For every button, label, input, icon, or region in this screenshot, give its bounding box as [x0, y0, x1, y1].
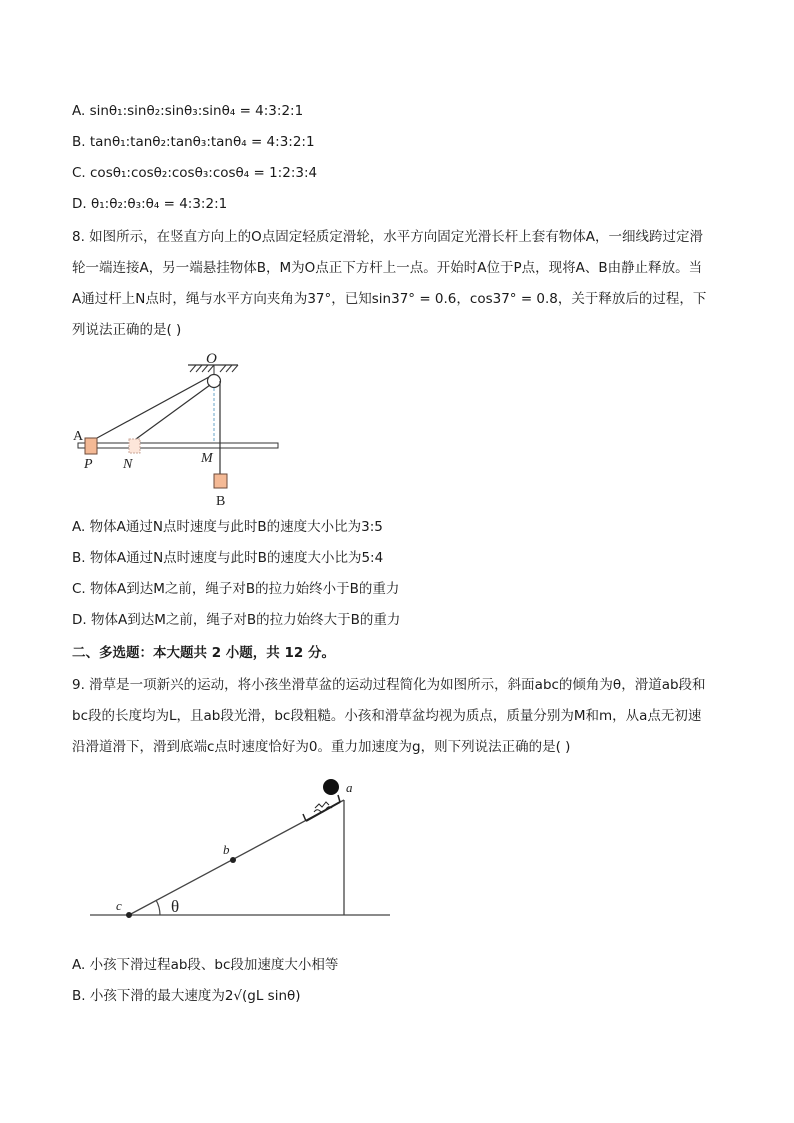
label-c: c: [116, 898, 122, 913]
q9-stem-line1: 9. 滑草是一项新兴的运动，将小孩坐滑草盆的运动过程简化为如图所示，斜面abc的倾角为θ，滑道ab段和: [72, 677, 706, 693]
q8-option-b: B. 物体A通过N点时速度与此时B的速度大小比为5:4: [72, 550, 384, 566]
q7-option-c: C. cosθ₁:cosθ₂:cosθ₃:cosθ₄ = 1:2:3:4: [72, 165, 318, 181]
q9-option-a: A. 小孩下滑过程ab段、bc段加速度大小相等: [72, 957, 339, 973]
label-m: M: [201, 451, 213, 466]
label-a: a: [346, 780, 353, 795]
q8-stem-line2: 轮一端连接A，另一端悬挂物体B，M为O点正下方杆上一点。开始时A位于P点，现将A、B由静止释放。当: [72, 260, 703, 276]
label-theta: θ: [171, 897, 180, 916]
rope-to-n-position: [136, 385, 210, 439]
q9-stem-line3: 沿滑道滑下，滑到底端c点时速度恰好为0。重力加速度为g，则下列说法正确的是( ): [72, 739, 571, 755]
point-c: [126, 912, 132, 918]
label-p: P: [84, 457, 93, 472]
label-b: B: [216, 494, 226, 509]
q8-pulley-figure: [70, 348, 290, 510]
block-at-n: [129, 439, 140, 453]
q8-stem-line4: 列说法正确的是( ): [72, 322, 182, 338]
section-2-heading: 二、多选题：本大题共 2 小题，共 12 分。: [72, 645, 335, 661]
horizontal-rod: [78, 443, 278, 448]
rope-to-a: [97, 377, 209, 438]
q9-incline-figure: [88, 772, 394, 922]
q7-option-b: B. tanθ₁:tanθ₂:tanθ₃:tanθ₄ = 4:3:2:1: [72, 134, 315, 150]
block-a: [85, 438, 97, 454]
child-on-sled: [303, 779, 340, 821]
q8-option-c: C. 物体A到达M之前，绳子对B的拉力始终小于B的重力: [72, 581, 400, 597]
label-a: A: [73, 429, 84, 444]
q8-stem-line3: A通过杆上N点时，绳与水平方向夹角为37°，已知sin37° = 0.6，cos37° = 0.8，关于释放后的过程，下: [72, 291, 707, 307]
q7-option-d: D. θ₁:θ₂:θ₃:θ₄ = 4:3:2:1: [72, 196, 228, 212]
label-b: b: [223, 842, 230, 857]
label-o: O: [206, 351, 217, 367]
label-n: N: [123, 457, 133, 472]
q8-option-d: D. 物体A到达M之前，绳子对B的拉力始终大于B的重力: [72, 612, 401, 628]
q9-option-b: B. 小孩下滑的最大速度为2√(gL sinθ): [72, 988, 301, 1004]
angle-arc: [156, 900, 160, 915]
child-head: [323, 779, 339, 795]
q7-option-a: A. sinθ₁:sinθ₂:sinθ₃:sinθ₄ = 4:3:2:1: [72, 103, 304, 119]
q9-stem-line2: bc段的长度均为L，且ab段光滑，bc段粗糙。小孩和滑草盆均视为质点，质量分别为M和m，从a点无初速: [72, 708, 702, 724]
block-b: [214, 474, 227, 488]
q8-option-a: A. 物体A通过N点时速度与此时B的速度大小比为3:5: [72, 519, 383, 535]
point-b: [230, 857, 236, 863]
q8-stem-line1: 8. 如图所示，在竖直方向上的O点固定轻质定滑轮，水平方向固定光滑长杆上套有物体A，一细线跨过定滑: [72, 229, 704, 245]
